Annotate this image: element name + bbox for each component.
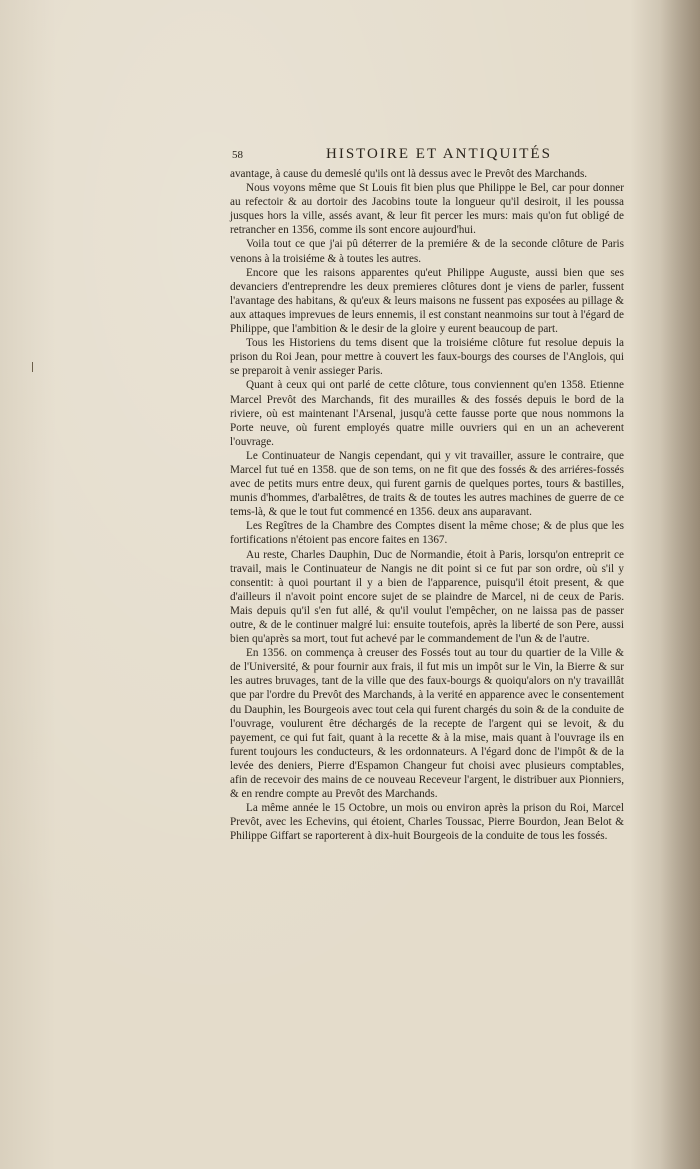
paragraph: Nous voyons même que St Louis fit bien plus que Philippe le Bel, car pour donner au refectoir & au dortoir des Jacobins toute la longueur qu'il desiroit, il les poussa jusques hors la ville, assés avant, & leur fit percer les murs: mais qu'on fut obligé de retrancher en 1356, comme ils sont encore aujourd'hui. xyxy=(230,182,624,237)
body-text xyxy=(230,167,624,844)
paragraph: avantage, à cause du demeslé qu'ils ont là dessus avec le Prevôt des Marchands. xyxy=(230,168,588,180)
paragraph: Au reste, Charles Dauphin, Duc de Normandie, étoit à Paris, lorsqu'on entreprit ce travail, mais le Continuateur de Nangis ne dit point si ce fut par son ordre, où s'il y consentit: à quoi pourtant il y a bien de l'apparence, puisqu'il étoit present, & que d'ailleurs il n'avoit point encore sujet de se plaindre de Marcel, ni de ceux de Paris. Mais depuis qu'il s'en fut allé, & qu'il voulut l'empêcher, on ne laissa pas de passer outre, & de le continuer malgré lui: ensuite toutefois, après la liberté de son Pere, aussi bien qu'après sa mort, tout fut achevé par le commandement de l'un & de l'autre. xyxy=(230,548,624,646)
margin-mark xyxy=(32,362,33,372)
paragraph: Les Regîtres de la Chambre des Comptes disent la même chose; & de plus que les fortifications n'étoient pas encore faites en 1367. xyxy=(230,520,624,547)
paragraph: En 1356. on commença à creuser des Fossés tout au tour du quartier de la Ville & de l'Université, & pour fournir aux frais, il fut mis un impôt sur le Vin, la Bierre & sur les autres bruvages, tant de la ville que des faux-bourgs & quoiqu'alors on n'y travaillât que par l'ordre du Prevôt des Marchands, à la verité en apparence avec le consentement du Dauphin, les Bourgeois avec tout cela qui furent chargés du soin & de la conduite de l'ouvrage, voulurent être déchargés de la recepte de l'argent qui se levoit, & du payement, ce qui fut fait, quant à la recette & à la mise, mais quant à l'ouvrage ils en furent toujours les conducteurs, & les ordonnateurs. A l'égard donc de l'impôt & de la levée des deniers, Pierre d'Espamon Changeur fut choisi avec plusieurs comptables, afin de recevoir des mains de ce nouveau Receveur l'argent, le distribuer aux Pionniers, & en rendre compte au Prevôt des Marchands. xyxy=(230,647,624,801)
page-number: 58 xyxy=(232,149,243,161)
paragraph: Encore que les raisons apparentes qu'eut Philippe Auguste, aussi bien que ses devanciers d'entreprendre les deux premieres clôtures dont je viens de parler, fussent l'avantage des habitans, & qu'eux & leurs maisons ne fussent pas exposées au pillage & aux attaques imprevues de leurs ennemis, il est constant neanmoins sur tout à l'égard de Philippe, que l'ambition & le desir de la gloire y eurent beaucoup de part. xyxy=(230,266,624,336)
paragraph: Tous les Historiens du tems disent que la troisiéme clôture fut resolue depuis la prison du Roi Jean, pour mettre à couvert les faux-bourgs des courses de l'Anglois, qui se preparoit à venir assieger Paris. xyxy=(230,337,624,378)
page-header xyxy=(232,146,628,166)
running-title: HISTOIRE ET ANTIQUITÉS xyxy=(326,146,552,162)
paragraph: Quant à ceux qui ont parlé de cette clôture, tous conviennent qu'en 1358. Etienne Marcel Prevôt des Marchands, fit des murailles & des fossés depuis le bord de la riviere, où est maintenant l'Arsenal, jusqu'à cette fausse porte que nous nommons la Porte neuve, où furent employés quatre mille ouvriers qui en un an acheverent l'ouvrage. xyxy=(230,379,624,448)
paragraph: Voila tout ce que j'ai pû déterrer de la premiére & de la seconde clôture de Paris venons à la troisiéme & à toutes les autres. xyxy=(230,238,624,265)
gutter-shadow xyxy=(660,0,700,1169)
paragraph: Le Continuateur de Nangis cependant, qui y vit travailler, assure le contraire, que Marcel fut tué en 1358. que de son tems, on ne fit que des fossés & des arriéres-fossés avec de petits murs entre deux, qui furent garnis de quelques portes, tours & bastilles, munis d'hommes, d'arbalêtres, de traits & de toutes les autres machines de guerre de ce tems-là, & que le tout fut commencé en 1356. deux ans auparavant. xyxy=(230,449,624,519)
paragraph: La même année le 15 Octobre, un mois ou environ après la prison du Roi, Marcel Prevôt, avec les Echevins, qui étoient, Charles Toussac, Pierre Bourdon, Jean Belot & Philippe Giffart se raporterent à dix-huit Bourgeois de la conduite de tous les fossés. xyxy=(230,802,624,843)
